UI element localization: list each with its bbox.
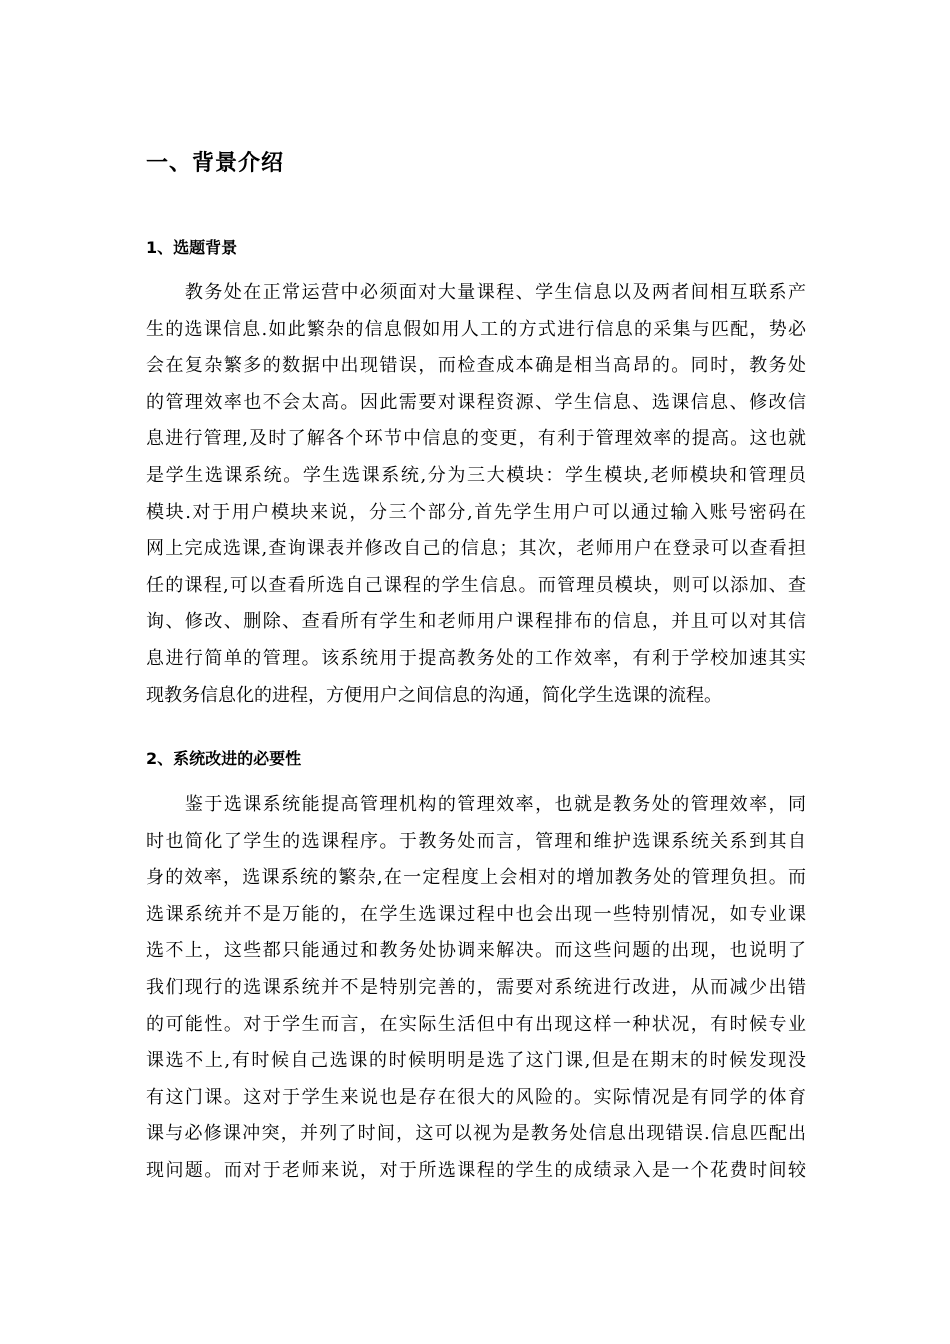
text-line: 任的课程,可以查看所选自己课程的学生信息。而管理员模块，则可以添加、查 xyxy=(146,574,806,596)
text-line: 身的效率，选课系统的繁杂,在一定程度上会相对的增加教务处的管理负担。而 xyxy=(146,867,806,889)
text-line: 是学生选课系统。学生选课系统,分为三大模块：学生模块,老师模块和管理员 xyxy=(146,464,806,486)
paragraph-necessity xyxy=(146,787,806,1190)
text-line: 选课系统并不是万能的，在学生选课过程中也会出现一些特别情况，如专业课 xyxy=(146,903,806,925)
text-line: 时也简化了学生的选课程序。于教务处而言，管理和维护选课系统关系到其自 xyxy=(146,830,806,852)
text-line: 鉴于选课系统能提高管理机构的管理效率，也就是教务处的管理效率，同 xyxy=(146,794,806,815)
text-line: 生的选课信息.如此繁杂的信息假如用人工的方式进行信息的采集与匹配，势必 xyxy=(146,318,806,340)
paragraph-background xyxy=(146,275,806,714)
text-line: 的管理效率也不会太高。因此需要对课程资源、学生信息、选课信息、修改信 xyxy=(146,391,806,413)
subsection-heading-necessity: 2、系统改进的必要性 xyxy=(146,749,302,768)
text-line: 网上完成选课,查询课表并修改自己的信息；其次，老师用户在登录可以查看担 xyxy=(146,538,806,560)
text-line: 课选不上,有时候自己选课的时候明明是选了这门课,但是在期末的时候发现没 xyxy=(146,1050,806,1072)
text-line: 有这门课。这对于学生来说也是存在很大的风险的。实际情况是有同学的体育 xyxy=(146,1086,806,1108)
section-title: 一、背景介绍 xyxy=(146,151,285,176)
text-line: 课与必修课冲突，并列了时间，这可以视为是教务处信息出现错误.信息匹配出 xyxy=(146,1123,806,1145)
text-line: 会在复杂繁多的数据中出现错误，而检查成本确是相当高昂的。同时，教务处 xyxy=(146,355,806,377)
text-line: 模块.对于用户模块来说，分三个部分,首先学生用户可以通过输入账号密码在 xyxy=(146,501,806,523)
subsection-heading-background: 1、选题背景 xyxy=(146,238,238,257)
text-line: 的可能性。对于学生而言，在实际生活但中有出现这样一种状况，有时候专业 xyxy=(146,1013,806,1035)
text-line: 现问题。而对于老师来说，对于所选课程的学生的成绩录入是一个花费时间较 xyxy=(146,1159,806,1181)
text-line: 我们现行的选课系统并不是特别完善的，需要对系统进行改进，从而减少出错 xyxy=(146,976,806,998)
text-line: 息进行简单的管理。该系统用于提高教务处的工作效率，有利于学校加速其实 xyxy=(146,647,806,669)
text-line: 息进行管理,及时了解各个环节中信息的变更，有利于管理效率的提高。这也就 xyxy=(146,428,806,450)
text-line: 询、修改、删除、查看所有学生和老师用户课程排布的信息，并且可以对其信 xyxy=(146,611,806,633)
text-line: 选不上，这些都只能通过和教务处协调来解决。而这些问题的出现，也说明了 xyxy=(146,940,806,962)
text-line: 教务处在正常运营中必须面对大量课程、学生信息以及两者间相互联系产 xyxy=(146,282,806,303)
text-line: 现教务信息化的进程，方便用户之间信息的沟通，简化学生选课的流程。 xyxy=(146,684,722,706)
